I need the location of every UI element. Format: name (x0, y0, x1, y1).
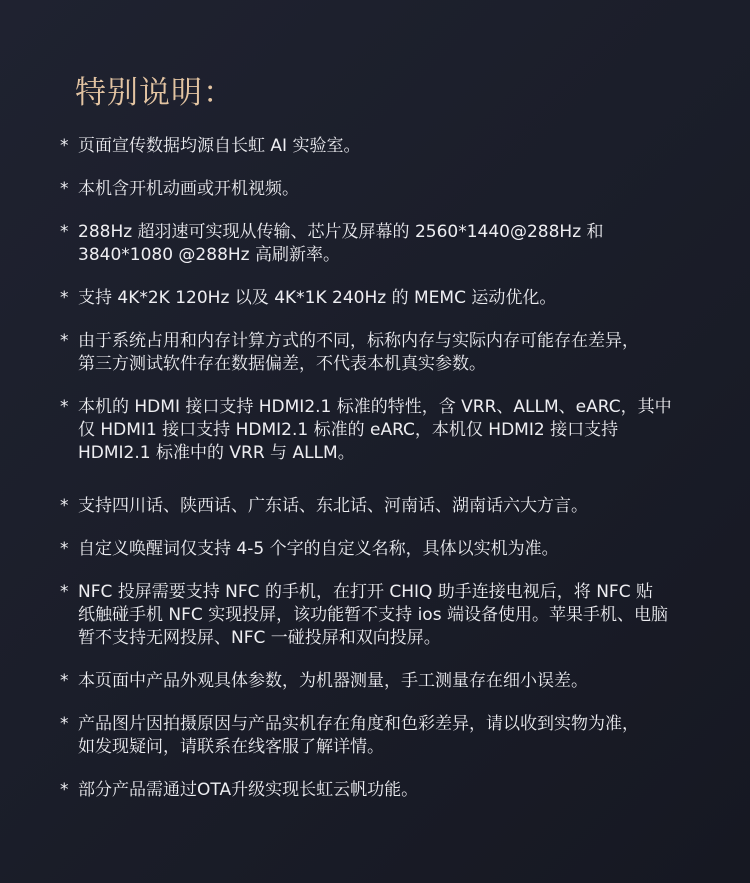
note-text: 本页面中产品外观具体参数，为机器测量，手工测量存在细小误差。 (78, 671, 588, 691)
bullet-asterisk: * (60, 539, 69, 559)
bullet-asterisk: * (60, 136, 69, 156)
bullet-asterisk: * (60, 331, 69, 351)
bullet-asterisk: * (60, 582, 69, 602)
note-text: 288Hz 超羽速可实现从传输、芯片及屏幕的 2560*1440@288Hz 和 3840*1080 @288Hz 高刷新率。 (78, 222, 604, 265)
bullet-asterisk: * (60, 671, 69, 691)
bullet-asterisk: * (60, 397, 69, 417)
bullet-asterisk: * (60, 780, 69, 800)
list-item (60, 495, 710, 518)
list-item (60, 538, 710, 561)
list-item (60, 178, 710, 201)
note-text: 由于系统占用和内存计算方式的不同，标称内存与实际内存可能存在差异， 第三方测试软件存在数据偏差，不代表本机真实参数。 (78, 331, 639, 374)
notes-list (60, 135, 710, 822)
list-item (60, 779, 710, 802)
note-text: 本机含开机动画或开机视频。 (78, 179, 299, 199)
note-text: 支持 4K*2K 120Hz 以及 4K*1K 240Hz 的 MEMC 运动优化。 (78, 288, 557, 308)
bullet-asterisk: * (60, 288, 69, 308)
note-text: 本机的 HDMI 接口支持 HDMI2.1 标准的特性，含 VRR、ALLM、eARC，其中 仅 HDMI1 接口支持 HDMI2.1 标准的 eARC，本机仅 HDMI2 接口支持 HDMI2.1 标准中的 VRR 与 ALLM。 (78, 397, 672, 463)
note-text: 部分产品需通过OTA升级实现长虹云帆功能。 (78, 780, 419, 800)
note-text: NFC 投屏需要支持 NFC 的手机，在打开 CHIQ 助手连接电视后，将 NFC 贴 纸触碰手机 NFC 实现投屏，该功能暂不支持 ios 端设备使用。苹果手机、电脑 暂不支持无网投屏、NFC 一碰投屏和双向投屏。 (78, 582, 668, 648)
note-text: 产品图片因拍摄原因与产品实机存在角度和色彩差异，请以收到实物为准， 如发现疑问，请联系在线客服了解详情。 (78, 714, 639, 757)
list-item (60, 287, 710, 310)
list-item (60, 221, 710, 267)
bullet-asterisk: * (60, 714, 69, 734)
list-item (60, 670, 710, 693)
list-item (60, 330, 710, 376)
list-item (60, 713, 710, 759)
bullet-asterisk: * (60, 496, 69, 516)
bullet-asterisk: * (60, 179, 69, 199)
list-item (60, 135, 710, 158)
note-text: 支持四川话、陕西话、广东话、东北话、河南话、湖南话六大方言。 (78, 496, 588, 516)
list-item (60, 396, 710, 465)
note-text: 页面宣传数据均源自长虹 AI 实验室。 (78, 136, 361, 156)
bullet-asterisk: * (60, 222, 69, 242)
note-text: 自定义唤醒词仅支持 4-5 个字的自定义名称，具体以实机为准。 (78, 539, 559, 559)
page-title: 特别说明： (75, 75, 235, 111)
list-item (60, 581, 710, 650)
